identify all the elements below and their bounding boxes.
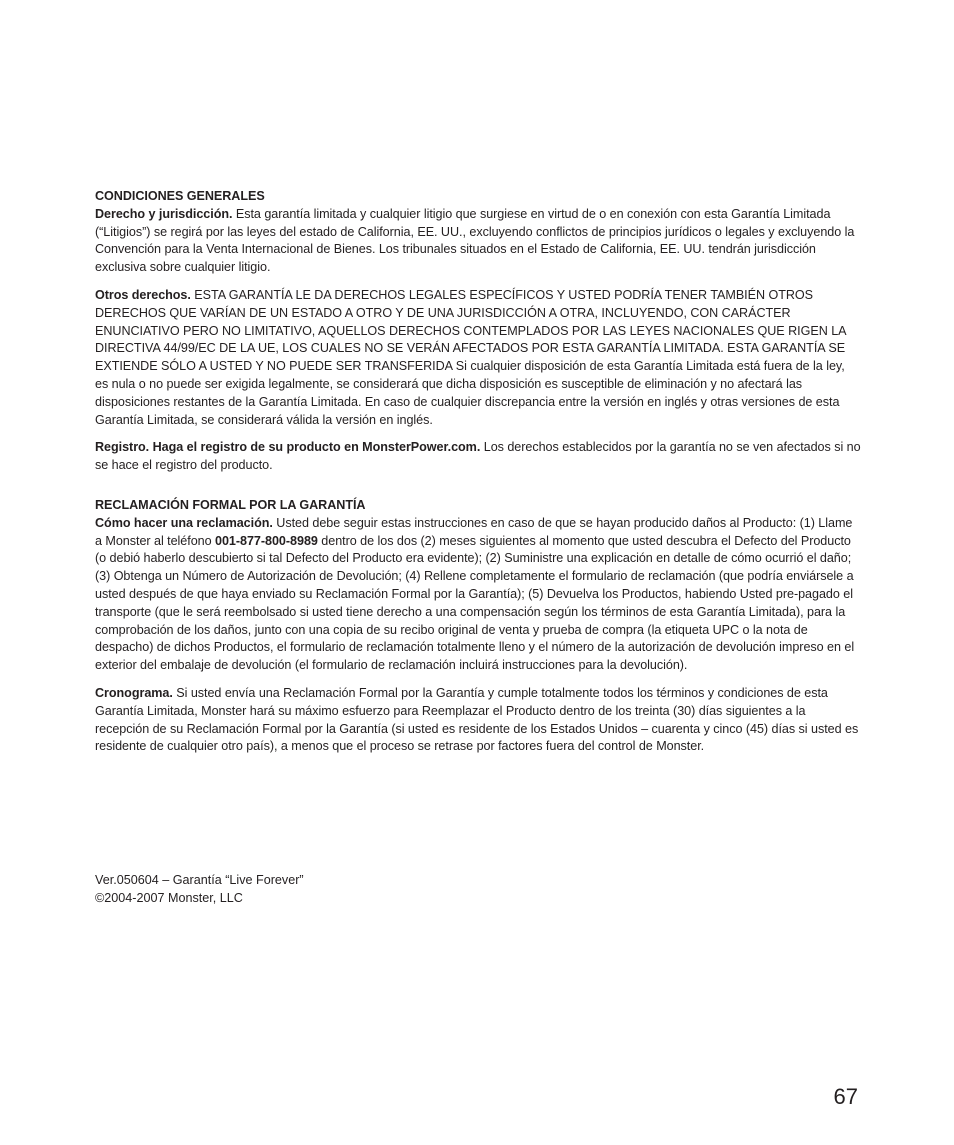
version-line: Ver.050604 – Garantía “Live Forever” xyxy=(95,873,304,887)
how-to-claim-text-after: dentro de los dos (2) meses siguientes al momento que usted descubra el Defecto del Producto (o debió haberlo descubierto si tal Defecto del Producto era evidente); (2) Suministre una explicación en detalle de cómo ocurrió el daño; (3) Obtenga un Número de Autorización de Devolución; (4) Rellene completamente el formulario de reclamación (que podría enviársele a usted después de que haya enviado su Reclamación Formal por la Garantía); (5) Devuelva los Productos, habiendo Usted pre-pagado el transporte (que le será reembolsado si usted tiene derecho a una compensación según los términos de esta Garantía Limitada), para la comprobación de los daños, junto con una copia de su recibo original de venta y prueba de compra (la etiqueta UPC o la nota de despacho) de dichos Productos, el formulario de reclamación totalmente lleno y el número de la autorización de devolución impreso en el exterior del embalaje de devolución (el formulario de reclamación incluirá instrucciones para la devolución). xyxy=(95,533,855,673)
jurisdiction-label: Derecho y jurisdicción. xyxy=(95,206,233,221)
other-rights-text: ESTA GARANTÍA LE DA DERECHOS LEGALES ESPECÍFICOS Y USTED PODRÍA TENER TAMBIÉN OTROS DERECHOS QUE VARÍAN DE UN ESTADO A OTRO Y DE UNA JURISDICCIÓN A OTRA, INCLUYENDO, CON CARÁCTER ENUNCIATIVO PERO NO LIMITATIVO, AQUELLOS DERECHOS CONTEMPLADOS POR LAS LEYES NACIONALES QUE RIGEN LA DIRECTIVA 44/99/EC DE LA UE, LOS CUALES NO SE VERÁN AFECTADOS POR ESTA GARANTÍA LIMITADA. ESTA GARANTÍA SE EXTIENDE SÓLO A USTED Y NO PUEDE SER TRANSFERIDA Si cualquier disposición de esta Garantía Limitada está fuera de la ley, es nula o no puede ser exigida legalmente, se considerará que dicha disposición es susceptible de eliminación y no afectará las disposiciones restantes de la Garantía Limitada. En caso de cualquier discrepancia entre la versión en inglés y otras versiones de esta Garantía Limitada, se considerará válida la versión en inglés. xyxy=(95,287,846,427)
registration-paragraph xyxy=(95,439,861,475)
general-conditions-heading: CONDICIONES GENERALES xyxy=(95,189,265,203)
how-to-claim-paragraph xyxy=(95,515,861,675)
phone-number: 001-877-800-8989 xyxy=(215,533,318,548)
jurisdiction-paragraph xyxy=(95,206,861,277)
timeline-text: Si usted envía una Reclamación Formal por la Garantía y cumple totalmente todos los términos y condiciones de esta Garantía Limitada, Monster hará su máximo esfuerzo para Reemplazar el Producto dentro de los treinta (30) días siguientes a la recepción de su Reclamación Formal por la Garantía (si usted es residente de los Estados Unidos – cuarenta y cinco (45) días si usted es residente de cualquier otro país), a menos que el proceso se retrase por factores fuera del control de Monster. xyxy=(95,685,859,754)
registration-label: Registro. Haga el registro de su producto en MonsterPower.com. xyxy=(95,440,481,455)
timeline-paragraph xyxy=(95,685,861,756)
timeline-label: Cronograma. xyxy=(95,685,173,700)
other-rights-paragraph xyxy=(95,287,861,429)
footer xyxy=(95,872,595,908)
jurisdiction-text: Esta garantía limitada y cualquier litigio que surgiese en virtud de o en conexión con esta Garantía Limitada (“Litigios”) se regirá por las leyes del estado de California, EE. UU., excluyendo conflictos de principios jurídicos o legales y excluyendo la Convención para la Venta Internacional de Bienes. Los tribunales situados en el Estado de California, EE. UU. tendrán jurisdicción exclusiva sobre cualquier litigio. xyxy=(95,206,855,275)
claim-heading: RECLAMACIÓN FORMAL POR LA GARANTÍA xyxy=(95,497,366,512)
how-to-claim-text-before: Usted debe seguir estas instrucciones en caso de que se hayan producido daños al Producto: (1) Llame a Monster al teléfono xyxy=(95,515,853,548)
document-body xyxy=(95,188,861,756)
page-number: 67 xyxy=(833,1084,858,1109)
how-to-claim-label: Cómo hacer una reclamación. xyxy=(95,515,273,530)
copyright-line: ©2004-2007 Monster, LLC xyxy=(95,890,243,905)
other-rights-label: Otros derechos. xyxy=(95,287,191,302)
registration-text: Los derechos establecidos por la garantía no se ven afectados si no se hace el registro del producto. xyxy=(95,440,861,473)
